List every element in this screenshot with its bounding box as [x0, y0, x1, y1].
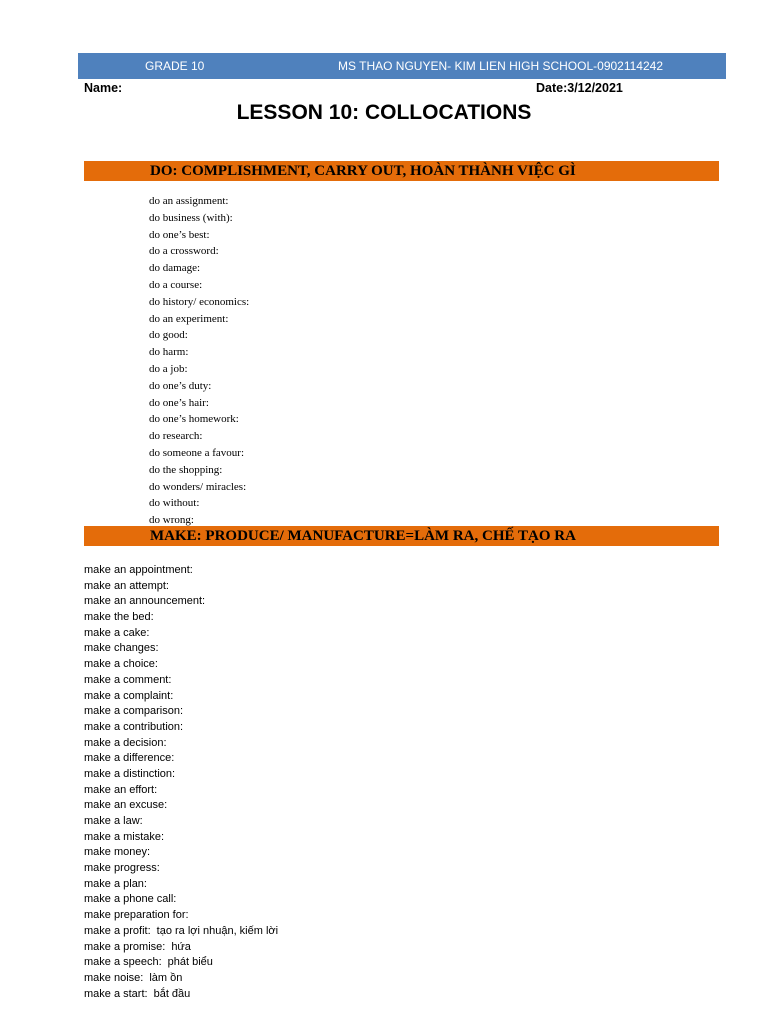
collocation-term: make money: [84, 846, 151, 859]
teacher-info: MS THAO NGUYEN- KIM LIEN HIGH SCHOOL-0902114242 [338, 59, 663, 73]
list-item [84, 610, 278, 626]
list-item: do an assignment: [149, 195, 229, 207]
list-item [84, 626, 278, 642]
list-item: do harm: [149, 346, 189, 359]
collocation-meaning: phát biểu [167, 956, 213, 969]
list-item [84, 657, 278, 673]
list-item: do history/ economics: [149, 295, 250, 308]
list-item [84, 704, 278, 720]
list-item: do a job: [149, 362, 188, 375]
list-item [84, 845, 278, 861]
collocation-term: make a mistake: [84, 830, 165, 843]
list-item [84, 861, 278, 877]
collocation-term: make a profit: [84, 924, 151, 937]
collocation-term: make a distinction: [84, 767, 176, 780]
collocation-term: make an appointment: [84, 564, 193, 576]
collocation-term: make a difference: [84, 752, 175, 765]
do-section-heading-text: DO: COMPLISHMENT, CARRY OUT, HOÀN THÀNH VIỆC GÌ [150, 163, 576, 179]
list-item: do damage: [149, 262, 201, 275]
list-item [84, 830, 278, 846]
list-item: do research: [149, 430, 203, 443]
list-item [84, 579, 278, 595]
list-item [84, 751, 278, 767]
list-item: do one’s hair: [149, 396, 209, 409]
list-item: do one’s duty: [149, 379, 212, 392]
collocation-term: make a contribution: [84, 720, 184, 733]
collocation-term: make a choice: [84, 658, 158, 671]
list-item [84, 924, 278, 940]
list-item [84, 673, 278, 689]
collocation-meaning: bắt đầu [153, 987, 191, 1000]
collocation-term: make a start: [84, 987, 148, 1000]
list-item [84, 955, 278, 971]
collocation-term: make a comment: [84, 673, 172, 686]
name-label: Name: [84, 81, 123, 95]
collocation-term: make noise: [84, 971, 144, 984]
list-item [84, 720, 278, 736]
collocation-meaning: làm ồn [149, 971, 183, 984]
collocation-term: make progress: [84, 862, 160, 875]
collocation-term: make a comparison: [84, 705, 184, 718]
make-section-heading [84, 526, 719, 546]
list-item [84, 877, 278, 893]
list-item [84, 892, 278, 908]
collocation-term: make an excuse: [84, 799, 168, 812]
make-section-heading-text: MAKE: PRODUCE/ MANUFACTURE=LÀM RA, CHẾ TẠO RA [150, 528, 576, 544]
list-item: do wrong: [149, 514, 194, 527]
do-collocation-list [149, 193, 249, 529]
collocation-meaning: hứa [171, 940, 191, 953]
collocation-term: make a cake: [84, 626, 150, 639]
collocation-term: make an attempt: [84, 579, 169, 592]
list-item: do business (with): [149, 211, 233, 224]
list-item [84, 783, 278, 799]
collocation-term: make a complaint: [84, 689, 174, 702]
list-item [84, 798, 278, 814]
collocation-term: make a plan: [84, 877, 147, 890]
collocation-term: make the bed: [84, 611, 154, 624]
list-item: do an experiment: [149, 312, 229, 325]
list-item: do a crossword: [149, 245, 219, 258]
list-item: do without: [149, 497, 200, 510]
header-band [78, 53, 726, 79]
list-item [84, 689, 278, 705]
list-item: do good: [149, 329, 188, 342]
make-collocation-list [84, 563, 278, 1002]
list-item: do wonders/ miracles: [149, 480, 247, 493]
collocation-term: make a decision: [84, 736, 167, 749]
list-item [84, 641, 278, 657]
list-item [84, 908, 278, 924]
list-item [84, 940, 278, 956]
list-item [84, 594, 278, 610]
list-item: do the shopping: [149, 463, 223, 476]
list-item: do one’s homework: [149, 413, 239, 426]
list-item: do someone a favour: [149, 446, 244, 459]
list-item [84, 987, 278, 1003]
collocation-term: make a law: [84, 815, 143, 827]
list-item [84, 563, 278, 579]
do-section-heading [84, 161, 719, 181]
collocation-term: make preparation for: [84, 909, 189, 922]
collocation-term: make an announcement: [84, 595, 206, 608]
list-item [84, 767, 278, 783]
list-item [84, 971, 278, 987]
date-label: Date:3/12/2021 [536, 81, 623, 95]
collocation-term: make a speech: [84, 956, 162, 969]
grade-label: GRADE 10 [145, 59, 205, 73]
collocation-term: make a promise: [84, 940, 166, 953]
collocation-term: make a phone call: [84, 893, 177, 906]
collocation-meaning: tạo ra lợi nhuận, kiếm lời [156, 924, 279, 937]
page-title: LESSON 10: COLLOCATIONS [236, 101, 532, 124]
list-item: do a course: [149, 278, 203, 291]
list-item [84, 814, 278, 830]
collocation-term: make changes: [84, 642, 159, 655]
collocation-term: make an effort: [84, 783, 158, 796]
list-item [84, 736, 278, 752]
list-item: do one’s best: [149, 228, 210, 241]
